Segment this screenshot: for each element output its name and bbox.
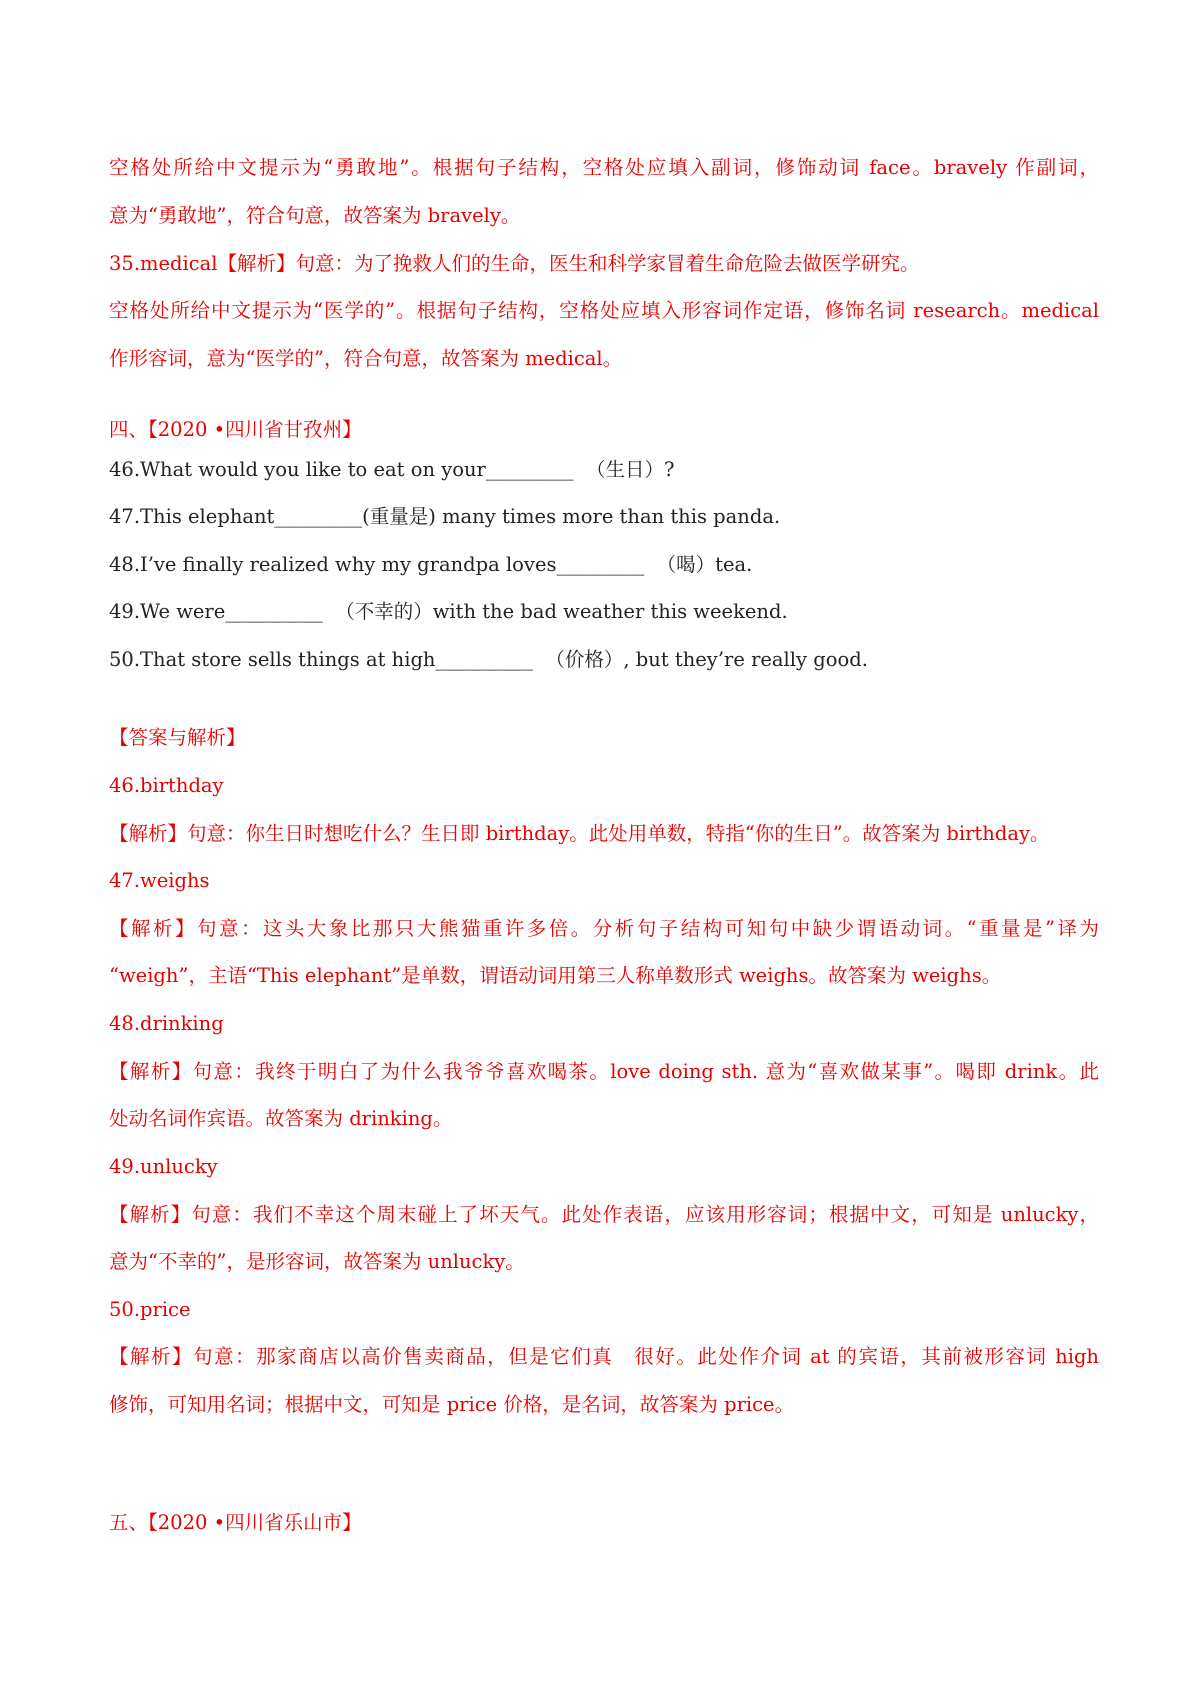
question-text: 50.That store sells things at high [109,648,436,671]
question-blank: _________ [556,553,645,576]
section-4-heading: 四、【2020 •四川省甘孜州】 [109,418,362,441]
answer-47-explanation-2: “weigh”，主语“This elephant”是单数，谓语动词用第三人称单数形式 weighs。故答案为 weighs。 [109,964,1002,987]
question-50 [109,647,1099,673]
question-blank: _________ [274,505,363,528]
answer-50-explanation-1: 【解析】句意：那家商店以高价售卖商品，但是它们真 很好。此处作介词 at 的宾语，其前被形容词 high [109,1345,1099,1368]
answer-47-word: 47.weighs [109,869,210,892]
question-text: 49.We were [109,600,226,623]
question-blank: _________ [485,458,574,481]
question-48 [109,552,1099,578]
question-47 [109,504,1099,530]
answer-49-explanation-2: 意为“不幸的”，是形容词，故答案为 unlucky。 [109,1250,525,1273]
question-hint: （生日）? [586,458,675,481]
question-hint: （不幸的）with the bad weather this weekend. [335,600,788,623]
answer-46-word: 46.birthday [109,774,224,797]
q35-line-2: 空格处所给中文提示为“医学的”。根据句子结构，空格处应填入形容词作定语，修饰名词 research。medical [109,299,1099,322]
question-text: 47.This elephant [109,505,275,528]
question-blank: __________ [225,600,323,623]
question-46 [109,457,1099,483]
answer-49-explanation-1: 【解析】句意：我们不幸这个周末碰上了坏天气。此处作表语，应该用形容词；根据中文，可知是 unlucky， [109,1203,1099,1226]
answer-49-word: 49.unlucky [109,1155,218,1178]
intro-line-2: 意为“勇敢地”，符合句意，故答案为 bravely。 [109,204,521,227]
intro-line-1: 空格处所给中文提示为“勇敢地”。根据句子结构，空格处应填入副词，修饰动词 face。bravely 作副词， [109,156,1099,179]
question-hint: （价格）, but they’re really good. [545,648,868,671]
question-hint: （喝）tea. [656,553,753,576]
answer-50-explanation-2: 修饰，可知用名词；根据中文，可知是 price 价格，是名词，故答案为 price。 [109,1393,795,1416]
answer-47-explanation-1: 【解析】句意：这头大象比那只大熊猫重许多倍。分析句子结构可知句中缺少谓语动词。“重量是”译为 [109,917,1099,940]
answers-heading: 【答案与解析】 [109,726,246,749]
q35-line-1: 35.medical【解析】句意：为了挽救人们的生命，医生和科学家冒着生命危险去做医学研究。 [109,252,920,275]
question-blank: __________ [435,648,533,671]
question-text: 46.What would you like to eat on your [109,458,486,481]
question-49 [109,599,1099,625]
answer-48-word: 48.drinking [109,1012,224,1035]
answer-48-explanation-2: 处动名词作宾语。故答案为 drinking。 [109,1107,453,1130]
question-hint: (重量是) many times more than this panda. [362,505,781,528]
q35-line-3: 作形容词，意为“医学的”，符合句意，故答案为 medical。 [109,347,623,370]
answer-46-explanation: 【解析】句意：你生日时想吃什么？生日即 birthday。此处用单数，特指“你的生日”。故答案为 birthday。 [109,822,1050,845]
answer-50-word: 50.price [109,1298,191,1321]
question-text: 48.I’ve finally realized why my grandpa loves [109,553,557,576]
section-5-heading: 五、【2020 •四川省乐山市】 [109,1511,362,1534]
answer-48-explanation-1: 【解析】句意：我终于明白了为什么我爷爷喜欢喝茶。love doing sth. 意为“喜欢做某事”。喝即 drink。此 [109,1060,1099,1083]
